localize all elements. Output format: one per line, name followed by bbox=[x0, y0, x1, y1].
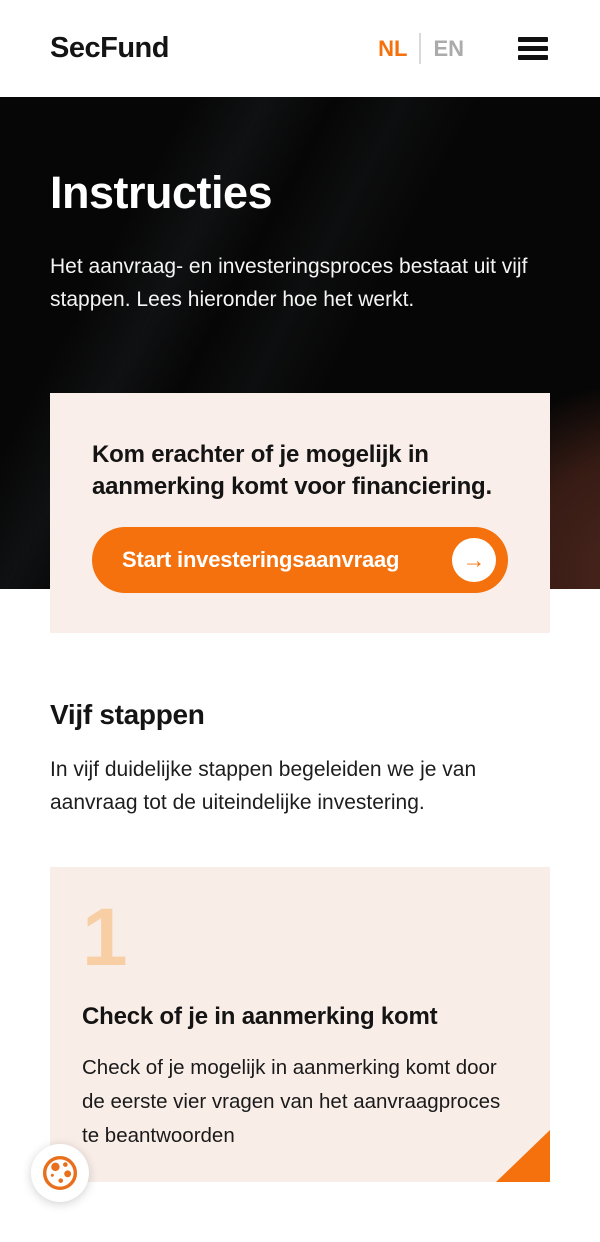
cta-heading: Kom erachter of je mogelijk in aanmerking komt voor financiering. bbox=[92, 441, 492, 500]
step-title: Check of je in aanmerking komt bbox=[82, 1002, 438, 1030]
page-title: Instructies bbox=[50, 167, 273, 218]
steps-heading: Vijf stappen bbox=[50, 699, 205, 730]
lang-en-button[interactable]: EN bbox=[433, 35, 464, 61]
arrow-glyph: → bbox=[462, 546, 486, 573]
hamburger-menu-icon[interactable] bbox=[518, 37, 548, 60]
step-card-1 bbox=[50, 867, 550, 1182]
steps-description: In vijf duidelijke stappen begeleiden we je van aanvraag tot de uiteindelijke investering. bbox=[50, 758, 477, 814]
step-number: 1 bbox=[82, 892, 126, 983]
cta-card bbox=[50, 393, 550, 633]
lang-divider bbox=[419, 33, 421, 64]
step-description: Check of je mogelijk in aanmerking komt door de eerste vier vragen van het aanvraagproces te beantwoorden bbox=[82, 1055, 501, 1147]
hamburger-bar bbox=[518, 37, 548, 42]
arrow-right-icon bbox=[452, 538, 496, 582]
hero-description: Het aanvraag- en investeringsproces bestaat uit vijf stappen. Lees hieronder hoe het werkt. bbox=[50, 255, 528, 311]
logo[interactable]: SecFund bbox=[50, 32, 169, 64]
lang-nl-button[interactable]: NL bbox=[378, 35, 408, 61]
hamburger-bar bbox=[518, 55, 548, 60]
header-right bbox=[378, 33, 548, 64]
language-switcher bbox=[378, 33, 464, 64]
header bbox=[0, 0, 600, 97]
start-investment-request-button[interactable] bbox=[92, 527, 508, 593]
steps-intro-section bbox=[0, 699, 600, 819]
cookie-settings-icon[interactable] bbox=[31, 1144, 89, 1202]
hamburger-bar bbox=[518, 46, 548, 51]
orange-corner-decoration bbox=[496, 1130, 550, 1182]
cta-button-label: Start investeringsaanvraag bbox=[122, 547, 400, 572]
cookie-icon-graphic bbox=[37, 1150, 83, 1196]
